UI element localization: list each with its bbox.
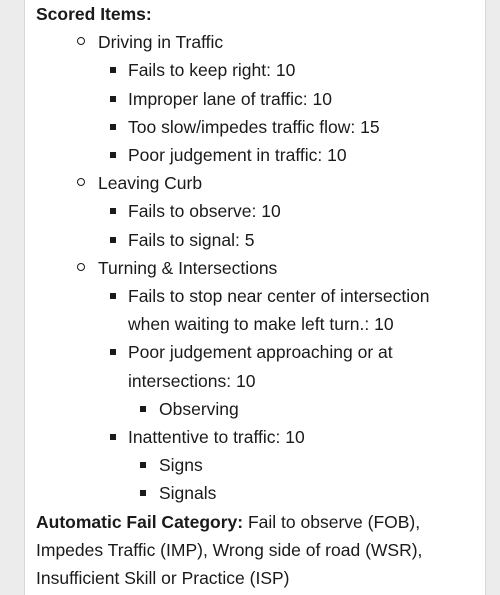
scored-item-text: Poor judgement in traffic: 10 [128, 145, 347, 166]
scored-item-text: Inattentive to traffic: 10 [128, 427, 305, 448]
automatic-fail-label: Automatic Fail Category: [36, 511, 244, 532]
circle-bullet-icon [77, 37, 85, 45]
square-bullet-icon [110, 237, 116, 243]
circle-bullet-icon [77, 178, 85, 186]
scored-item-text: Fails to keep right: 10 [128, 60, 296, 81]
sub-item [128, 451, 476, 479]
category-item [36, 169, 476, 254]
category-label: Driving in Traffic [98, 32, 224, 53]
right-frame-edge [485, 0, 500, 595]
square-bullet-icon [140, 490, 146, 496]
square-bullet-icon [110, 67, 116, 73]
square-bullet-icon [140, 406, 146, 412]
sub-item-list [128, 395, 476, 423]
automatic-fail-text: Fail to observe (FOB), Impedes Traffic (IMP), Wrong side of road (WSR), Insufficient Skill or Practice (ISP) [36, 511, 423, 589]
scored-item [98, 282, 476, 338]
square-bullet-icon [110, 349, 116, 355]
scored-item [98, 85, 476, 113]
sub-item [128, 479, 476, 507]
scored-item-text: Improper lane of traffic: 10 [128, 88, 332, 109]
square-bullet-icon [110, 152, 116, 158]
sub-item [128, 395, 476, 423]
scored-item-list [98, 56, 476, 169]
square-bullet-icon [140, 462, 146, 468]
category-item [36, 28, 476, 169]
scored-item-text: Fails to stop near center of intersection when waiting to make left turn.: 10 [128, 286, 430, 335]
scored-item [98, 113, 476, 141]
scored-item-list [98, 282, 476, 508]
square-bullet-icon [110, 124, 116, 130]
circle-bullet-icon [77, 263, 85, 271]
scored-item [98, 226, 476, 254]
automatic-fail-paragraph [36, 508, 476, 593]
sub-item-text: Signals [159, 483, 217, 504]
sub-item-text: Observing [159, 398, 239, 419]
square-bullet-icon [110, 96, 116, 102]
scored-item-list [98, 197, 476, 253]
sub-item-text: Signs [159, 455, 203, 476]
square-bullet-icon [110, 434, 116, 440]
scored-item-text: Poor judgement approaching or at intersections: 10 [128, 342, 393, 391]
scored-item-text: Fails to observe: 10 [128, 201, 281, 222]
scored-item [98, 338, 476, 423]
left-frame-edge [0, 0, 25, 595]
scored-items-heading: Scored Items: [36, 4, 152, 24]
scored-item-text: Too slow/impedes traffic flow: 15 [128, 116, 380, 137]
document-content [36, 0, 476, 592]
sub-item-list [128, 451, 476, 507]
square-bullet-icon [110, 208, 116, 214]
scored-item [98, 423, 476, 508]
scored-item [98, 56, 476, 84]
scored-item-text: Fails to signal: 5 [128, 229, 255, 250]
category-label: Turning & Intersections [98, 257, 278, 278]
scored-item [98, 197, 476, 225]
square-bullet-icon [110, 293, 116, 299]
category-label: Leaving Curb [98, 173, 203, 194]
category-list [36, 28, 476, 507]
scored-item [98, 141, 476, 169]
category-item [36, 254, 476, 508]
